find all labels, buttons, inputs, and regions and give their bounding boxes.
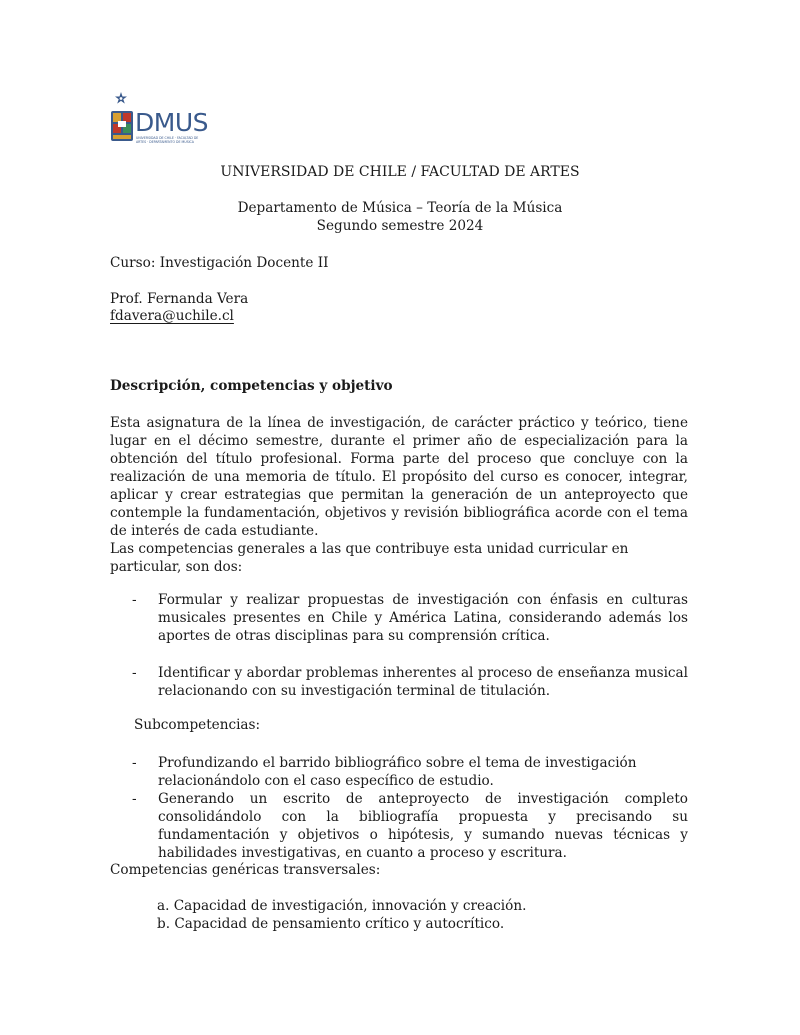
subcompetencies-label: Subcompetencias: [134, 717, 261, 733]
semester-line: Segundo semestre 2024 [316, 218, 484, 234]
competencies-intro: Las competencias generales a las que contribuye esta unidad curricular en particular, son dos: [110, 541, 629, 575]
bullet-dash-icon: - [132, 665, 137, 681]
list-item [132, 664, 688, 700]
bullet-dash-icon: - [132, 791, 137, 807]
competency-text: Formular y realizar propuestas de investigación con énfasis en culturas musicales presentes en Chile y América Latina, considerando además los aportes de otras disciplinas para su comprensión crítica. [158, 592, 688, 644]
subcompetency-text: Generando un escrito de anteproyecto de investigación completo consolidándolo con la bibliografía propuesta y precisando su fundamentación y objetivos o hipótesis, y sumando nuevas técnicas y habilidades investigativas, en cuanto a proceso y escritura. [158, 791, 688, 861]
list-item [132, 591, 688, 645]
description-paragraph: Esta asignatura de la línea de investigación, de carácter práctico y teórico, tiene lugar en el décimo semestre, durante el primer año de especialización para la obtención del título profesional. Forma parte del proceso que concluye con la realización de una memoria de título. El propósito del curso es conocer, integrar, aplicar y crear estrategias que permitan la generación de un anteproyecto que contemple la fundamentación, objetivos y revisión bibliográfica acorde con el tema de interés de cada estudiante. [110, 415, 688, 539]
logo-caption: UNIVERSIDAD DE CHILE · FACULTAD DE ARTES · DEPARTAMENTO DE MÚSICA [136, 136, 199, 144]
professor-email-link[interactable]: fdavera@uchile.cl [110, 308, 234, 324]
professor-name: Prof. Fernanda Vera [110, 291, 249, 307]
logo-brand-text: DMUS [135, 108, 208, 137]
institution-title: UNIVERSIDAD DE CHILE / FACULTAD DE ARTES [220, 164, 580, 180]
section-heading: Descripción, competencias y objetivo [110, 378, 393, 394]
bullet-dash-icon: - [132, 755, 137, 771]
dmus-logo [110, 92, 206, 146]
bullet-dash-icon: - [132, 592, 137, 608]
list-item: a. Capacidad de investigación, innovación y creación. [157, 898, 527, 914]
competency-text: Identificar y abordar problemas inherentes al proceso de enseñanza musical relacionando con su investigación terminal de titulación. [158, 665, 688, 699]
subcompetency-text: Profundizando el barrido bibliográfico sobre el tema de investigación relacionándolo con el caso específico de estudio. [158, 755, 637, 789]
list-item: b. Capacidad de pensamiento crítico y autocrítico. [157, 916, 505, 932]
department-line: Departamento de Música – Teoría de la Música [237, 200, 563, 216]
course-label: Curso: Investigación Docente II [110, 255, 329, 271]
list-item [132, 754, 688, 790]
star-icon [115, 92, 127, 104]
generic-competencies-label: Competencias genéricas transversales: [110, 862, 381, 878]
list-item [132, 790, 688, 862]
